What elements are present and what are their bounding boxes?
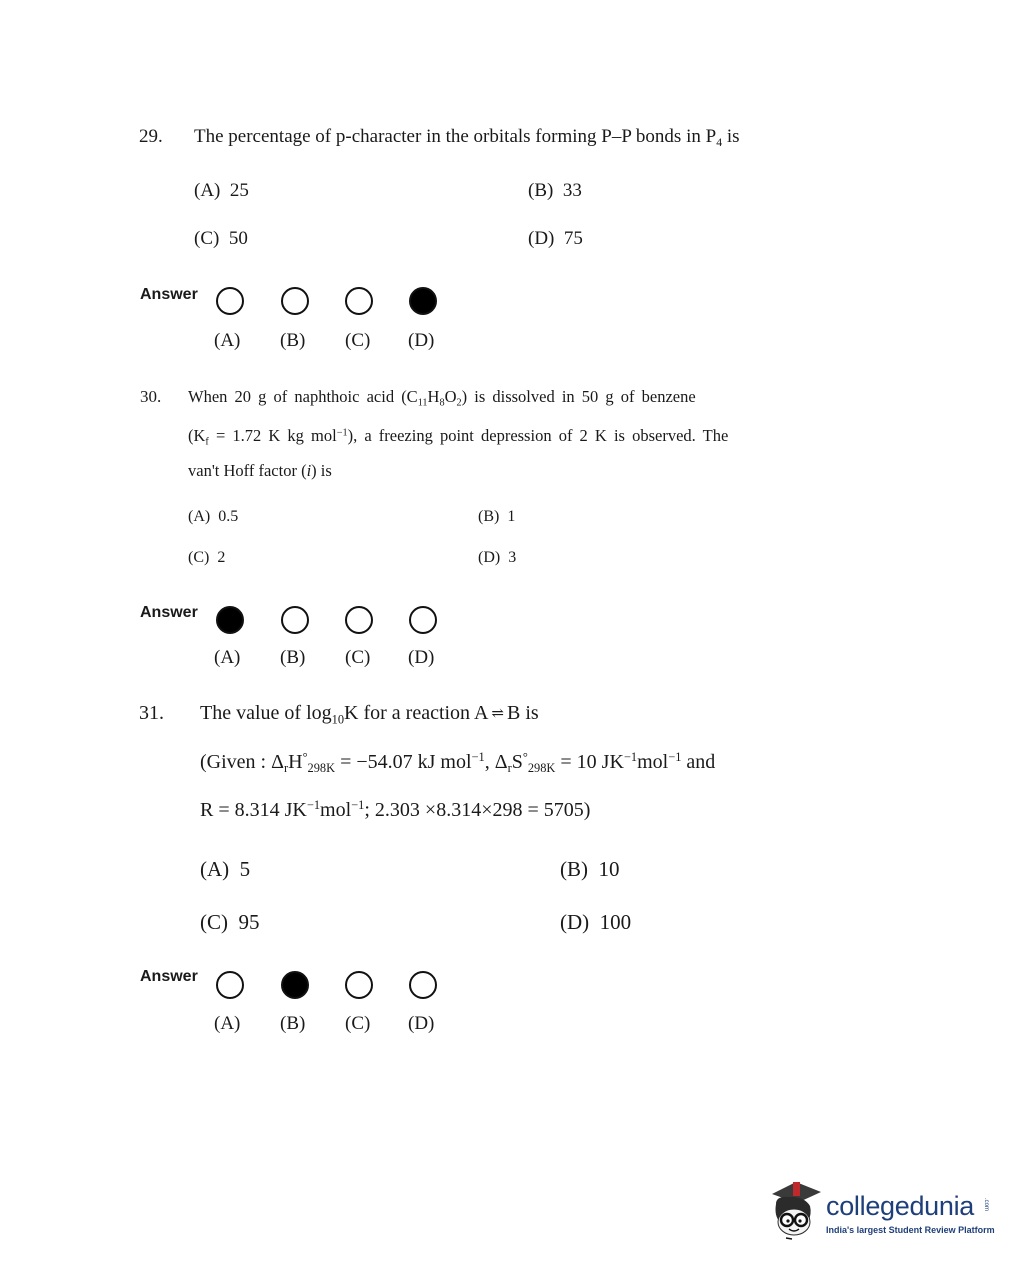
q29-text: The percentage of p-character in the orbitals forming P–P bonds in $P_4$ is <box>194 126 740 150</box>
q31-bubble-label-c: (C) <box>345 1013 371 1034</box>
collegedunia-logo <box>766 1178 996 1244</box>
q31-text-line1: The value of $\log_{10}K$ for a reaction A ⇌ B is <box>200 702 539 727</box>
q30-bubble-label-a: (A) <box>214 647 241 668</box>
q31-option-b: (B) 10 <box>560 857 620 881</box>
q29-bubble-label-b: (B) <box>280 330 306 351</box>
q30-bubble-label-d: (D) <box>408 647 435 668</box>
q30-answer-label: Answer <box>140 604 198 621</box>
q29-bubble-label-c: (C) <box>345 330 371 351</box>
q31-answer-label: Answer <box>140 968 198 985</box>
q31-number: 31. <box>139 702 164 724</box>
q29-answer-bubble-d <box>409 287 437 315</box>
q29-bubble-label-a: (A) <box>214 330 241 351</box>
q31-option-c: (C) 95 <box>200 910 260 934</box>
q29-option-d: (D) 75 <box>528 228 583 249</box>
mascot-icon <box>766 1178 824 1240</box>
q31-bubble-label-d: (D) <box>408 1013 435 1034</box>
q30-number: 30. <box>140 387 162 406</box>
equilibrium-arrow-icon: ⇌ <box>491 706 504 722</box>
q30-text-line2: ($K_f = 1.72$ K kg mol$^{-1}$), a freezing point depression of 2 K is observed. The <box>188 426 729 448</box>
q31-option-a: (A) 5 <box>200 857 251 881</box>
q31-bubble-label-b: (B) <box>280 1013 306 1034</box>
q29-option-a: (A) 25 <box>194 180 249 201</box>
q29-number: 29. <box>139 126 163 147</box>
logo-tagline: India's largest Student Review Platform <box>826 1225 995 1235</box>
q30-option-a: (A) 0.5 <box>188 508 239 525</box>
q31-bubble-label-a: (A) <box>214 1013 241 1034</box>
q31-answer-bubble-c <box>345 971 373 999</box>
q30-answer-bubble-c <box>345 606 373 634</box>
q31-answer-bubble-d <box>409 971 437 999</box>
q30-option-d: (D) 3 <box>478 549 517 566</box>
logo-domain-suffix: .com <box>983 1198 989 1212</box>
q29-answer-label: Answer <box>140 286 198 303</box>
q30-option-b: (B) 1 <box>478 508 516 525</box>
q30-bubble-label-b: (B) <box>280 647 306 668</box>
q29-answer-bubble-b <box>281 287 309 315</box>
q31-option-d: (D) 100 <box>560 910 632 934</box>
q30-answer-bubble-d <box>409 606 437 634</box>
q30-text-line3: van't Hoff factor (i) is <box>188 461 332 480</box>
q29-answer-bubble-a <box>216 287 244 315</box>
logo-wordmark: collegedunia <box>826 1191 975 1221</box>
q30-answer-bubble-b <box>281 606 309 634</box>
q29-option-b: (B) 33 <box>528 180 582 201</box>
q31-text-line2: (Given : $\Delta_rH^\circ_{298K} = -54.07$ kJ mol$^{-1}$, $\Delta_rS^\circ_{298K} = 10$ $JK^{-1}mol^{-1}$ and <box>200 750 716 776</box>
q29-bubble-label-d: (D) <box>408 330 435 351</box>
q31-answer-bubble-a <box>216 971 244 999</box>
q29-option-c: (C) 50 <box>194 228 248 249</box>
q31-text-line3: R = 8.314 $JK^{-1}mol^{-1}$; 2.303 ×8.314×298 = 5705) <box>200 798 591 821</box>
q30-option-c: (C) 2 <box>188 549 226 566</box>
q30-text-line1: When 20 g of naphthoic acid $(C_{11}H_8O_2)$ is dissolved in 50 g of benzene <box>188 387 696 409</box>
q29-answer-bubble-c <box>345 287 373 315</box>
q31-answer-bubble-b <box>281 971 309 999</box>
q30-answer-bubble-a <box>216 606 244 634</box>
q30-bubble-label-c: (C) <box>345 647 371 668</box>
